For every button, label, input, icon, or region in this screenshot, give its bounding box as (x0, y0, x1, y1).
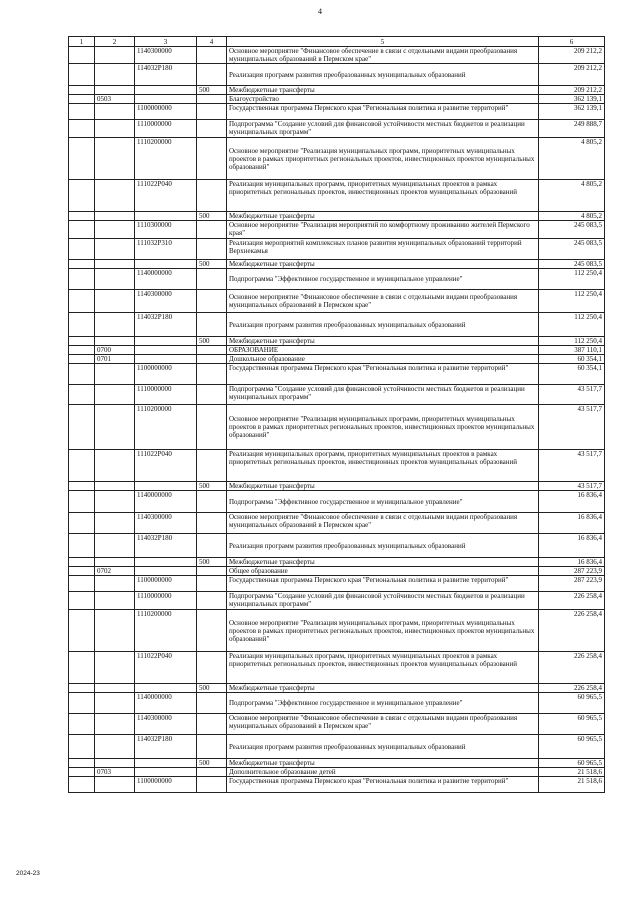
subsection-code-cell (95, 592, 135, 610)
table-row (69, 221, 605, 239)
target-article-code-cell: 111022Р040 (135, 180, 197, 212)
description-cell: Подпрограмма "Создание условий для финансовой устойчивости местных бюджетов и реализации муниципальных программ" (227, 120, 539, 138)
description-cell: Основное мероприятие "Реализация мероприятий по комфортному проживанию жителей Пермского края" (227, 221, 539, 239)
table-row (69, 104, 605, 120)
amount-cell: 209 212,2 (539, 86, 605, 95)
section-code-cell (69, 482, 95, 491)
target-article-code-cell (135, 355, 197, 364)
section-code-cell (69, 64, 95, 86)
description-cell: Основное мероприятие "Реализация муниципальных программ, приоритетных муниципальных проектов в рамках приоритетных региональных проектов, инвестиционных проектов муниципальных образований" (227, 610, 539, 652)
target-article-code-cell: 114032Р180 (135, 534, 197, 558)
expense-type-code-cell (197, 450, 227, 482)
section-code-cell (69, 735, 95, 759)
amount-cell: 245 083,5 (539, 221, 605, 239)
expense-type-code-cell (197, 221, 227, 239)
amount-cell: 209 212,2 (539, 64, 605, 86)
subsection-code-cell (95, 450, 135, 482)
section-code-cell (69, 693, 95, 714)
description-cell: Реализация программ развития преобразованных муниципальных образований (227, 64, 539, 86)
target-article-code-cell: 1110000000 (135, 592, 197, 610)
target-article-code-cell: 1100000000 (135, 364, 197, 385)
header-cell: 1 (69, 37, 95, 47)
expense-type-code-cell (197, 313, 227, 337)
table-row (69, 64, 605, 86)
target-article-code-cell (135, 337, 197, 346)
target-article-code-cell: 111032Р310 (135, 239, 197, 260)
target-article-code-cell (135, 212, 197, 221)
amount-cell: 16 836,4 (539, 558, 605, 567)
subsection-code-cell (95, 534, 135, 558)
description-cell: Межбюджетные трансферты (227, 684, 539, 693)
amount-cell: 287 223,9 (539, 576, 605, 592)
description-cell: Подпрограмма "Создание условий для финансовой устойчивости местных бюджетов и реализации муниципальных программ" (227, 385, 539, 405)
amount-cell: 362 139,1 (539, 104, 605, 120)
header-cell: 2 (95, 37, 135, 47)
expense-type-code-cell: 500 (197, 212, 227, 221)
target-article-code-cell: 1140300000 (135, 714, 197, 735)
section-code-cell (69, 405, 95, 450)
table-row (69, 355, 605, 364)
description-cell: Государственная программа Пермского края "Региональная политика и развитие территорий" (227, 576, 539, 592)
table-row (69, 180, 605, 212)
table-row (69, 759, 605, 768)
target-article-code-cell: 114032Р180 (135, 735, 197, 759)
table-row (69, 592, 605, 610)
section-code-cell (69, 610, 95, 652)
target-article-code-cell: 1140300000 (135, 290, 197, 313)
section-code-cell (69, 385, 95, 405)
table-row (69, 567, 605, 576)
amount-cell: 16 836,4 (539, 513, 605, 534)
section-code-cell (69, 364, 95, 385)
amount-cell: 249 888,7 (539, 120, 605, 138)
section-code-cell (69, 491, 95, 513)
table-row (69, 534, 605, 558)
expense-type-code-cell (197, 364, 227, 385)
expense-type-code-cell (197, 120, 227, 138)
section-code-cell (69, 576, 95, 592)
description-cell: Реализация муниципальных программ, приоритетных муниципальных проектов в рамках приоритетных региональных проектов, инвестиционных проектов муниципальных образований (227, 180, 539, 212)
expense-type-code-cell (197, 385, 227, 405)
expense-type-code-cell: 500 (197, 260, 227, 269)
amount-cell: 4 805,2 (539, 212, 605, 221)
subsection-code-cell (95, 104, 135, 120)
document-code: 2024-23 (16, 870, 40, 877)
table-row (69, 405, 605, 450)
amount-cell: 60 965,5 (539, 759, 605, 768)
target-article-code-cell: 114032Р180 (135, 64, 197, 86)
description-cell: Реализация программ развития преобразованных муниципальных образований (227, 735, 539, 759)
subsection-code-cell: 0700 (95, 346, 135, 355)
table-row (69, 768, 605, 777)
section-code-cell (69, 212, 95, 221)
amount-cell: 21 518,6 (539, 768, 605, 777)
target-article-code-cell (135, 768, 197, 777)
table-row (69, 652, 605, 684)
target-article-code-cell: 1140300000 (135, 47, 197, 64)
description-cell: Межбюджетные трансферты (227, 482, 539, 491)
amount-cell: 112 250,4 (539, 269, 605, 290)
section-code-cell (69, 239, 95, 260)
amount-cell: 226 258,4 (539, 610, 605, 652)
table-row (69, 138, 605, 180)
expense-type-code-cell: 500 (197, 86, 227, 95)
table-row (69, 212, 605, 221)
amount-cell: 245 083,5 (539, 239, 605, 260)
expense-type-code-cell (197, 513, 227, 534)
table-row (69, 513, 605, 534)
expense-type-code-cell (197, 239, 227, 260)
amount-cell: 60 965,5 (539, 693, 605, 714)
table-row (69, 558, 605, 567)
target-article-code-cell: 1100000000 (135, 104, 197, 120)
target-article-code-cell: 1110300000 (135, 221, 197, 239)
expense-type-code-cell: 500 (197, 482, 227, 491)
amount-cell: 43 517,7 (539, 482, 605, 491)
description-cell: Основное мероприятие "Финансовое обеспечение в связи с отдельными видами преобразования муниципальных образований в Пермском крае" (227, 513, 539, 534)
description-cell: ОБРАЗОВАНИЕ (227, 346, 539, 355)
subsection-code-cell (95, 86, 135, 95)
target-article-code-cell (135, 86, 197, 95)
description-cell: Межбюджетные трансферты (227, 212, 539, 221)
table-row (69, 714, 605, 735)
description-cell: Реализация муниципальных программ, приоритетных муниципальных проектов в рамках приоритетных региональных проектов, инвестиционных проектов муниципальных образований (227, 450, 539, 482)
amount-cell: 226 258,4 (539, 652, 605, 684)
description-cell: Реализация программ развития преобразованных муниципальных образований (227, 313, 539, 337)
section-code-cell (69, 684, 95, 693)
expense-type-code-cell (197, 104, 227, 120)
description-cell: Подпрограмма "Эффективное государственное и муниципальное управление" (227, 693, 539, 714)
expense-type-code-cell (197, 652, 227, 684)
expense-type-code-cell (197, 95, 227, 104)
header-cell: 6 (539, 37, 605, 47)
amount-cell: 60 965,5 (539, 714, 605, 735)
description-cell: Подпрограмма "Создание условий для финансовой устойчивости местных бюджетов и реализации муниципальных программ" (227, 592, 539, 610)
amount-cell: 362 139,1 (539, 95, 605, 104)
target-article-code-cell: 1110200000 (135, 405, 197, 450)
description-cell: Подпрограмма "Эффективное государственное и муниципальное управление" (227, 269, 539, 290)
description-cell: Дошкольное образование (227, 355, 539, 364)
table-row (69, 47, 605, 64)
target-article-code-cell: 1110200000 (135, 138, 197, 180)
subsection-code-cell (95, 269, 135, 290)
table-row (69, 610, 605, 652)
description-cell: Государственная программа Пермского края "Региональная политика и развитие территорий" (227, 104, 539, 120)
subsection-code-cell (95, 64, 135, 86)
description-cell: Реализация программ развития преобразованных муниципальных образований (227, 534, 539, 558)
expense-type-code-cell (197, 290, 227, 313)
expense-type-code-cell (197, 138, 227, 180)
target-article-code-cell: 1110200000 (135, 610, 197, 652)
section-code-cell (69, 269, 95, 290)
section-code-cell (69, 513, 95, 534)
description-cell: Межбюджетные трансферты (227, 260, 539, 269)
expense-type-code-cell (197, 491, 227, 513)
expense-type-code-cell (197, 777, 227, 793)
section-code-cell (69, 104, 95, 120)
section-code-cell (69, 567, 95, 576)
target-article-code-cell (135, 684, 197, 693)
amount-cell: 226 258,4 (539, 684, 605, 693)
expense-type-code-cell (197, 64, 227, 86)
amount-cell: 16 836,4 (539, 534, 605, 558)
amount-cell: 60 965,5 (539, 735, 605, 759)
subsection-code-cell (95, 221, 135, 239)
expense-type-code-cell (197, 405, 227, 450)
table-row (69, 491, 605, 513)
target-article-code-cell: 1110000000 (135, 385, 197, 405)
description-cell: Основное мероприятие "Реализация муниципальных программ, приоритетных муниципальных проектов в рамках приоритетных региональных проектов, инвестиционных проектов муниципальных образований" (227, 138, 539, 180)
expense-type-code-cell (197, 592, 227, 610)
subsection-code-cell (95, 239, 135, 260)
subsection-code-cell (95, 491, 135, 513)
amount-cell: 4 805,2 (539, 180, 605, 212)
subsection-code-cell (95, 777, 135, 793)
subsection-code-cell: 0703 (95, 768, 135, 777)
amount-cell: 43 517,7 (539, 405, 605, 450)
section-code-cell (69, 355, 95, 364)
amount-cell: 16 836,4 (539, 491, 605, 513)
table-row (69, 777, 605, 793)
amount-cell: 4 805,2 (539, 138, 605, 180)
description-cell: Основное мероприятие "Финансовое обеспечение в связи с отдельными видами преобразования муниципальных образований в Пермском крае" (227, 47, 539, 64)
target-article-code-cell: 1140000000 (135, 269, 197, 290)
description-cell: Межбюджетные трансферты (227, 759, 539, 768)
target-article-code-cell: 1100000000 (135, 576, 197, 592)
expense-type-code-cell: 500 (197, 684, 227, 693)
section-code-cell (69, 290, 95, 313)
description-cell: Дополнительное образование детей (227, 768, 539, 777)
subsection-code-cell (95, 313, 135, 337)
section-code-cell (69, 337, 95, 346)
subsection-code-cell: 0503 (95, 95, 135, 104)
subsection-code-cell (95, 684, 135, 693)
subsection-code-cell (95, 513, 135, 534)
section-code-cell (69, 260, 95, 269)
table-row (69, 385, 605, 405)
table-row (69, 346, 605, 355)
amount-cell: 112 250,4 (539, 337, 605, 346)
subsection-code-cell (95, 735, 135, 759)
subsection-code-cell (95, 558, 135, 567)
section-code-cell (69, 450, 95, 482)
amount-cell: 245 083,5 (539, 260, 605, 269)
subsection-code-cell (95, 610, 135, 652)
amount-cell: 387 110,1 (539, 346, 605, 355)
target-article-code-cell: 1140300000 (135, 513, 197, 534)
subsection-code-cell (95, 652, 135, 684)
subsection-code-cell (95, 290, 135, 313)
subsection-code-cell (95, 714, 135, 735)
amount-cell: 209 212,2 (539, 47, 605, 64)
subsection-code-cell (95, 120, 135, 138)
table-row (69, 95, 605, 104)
table-row (69, 450, 605, 482)
section-code-cell (69, 47, 95, 64)
section-code-cell (69, 652, 95, 684)
amount-cell: 21 518,6 (539, 777, 605, 793)
table-row (69, 120, 605, 138)
subsection-code-cell (95, 405, 135, 450)
section-code-cell (69, 180, 95, 212)
description-cell: Реализация мероприятий комплексных планов развития муниципальных образований территорий Верхнекамья (227, 239, 539, 260)
expense-type-code-cell (197, 355, 227, 364)
expense-type-code-cell (197, 735, 227, 759)
subsection-code-cell (95, 576, 135, 592)
expense-type-code-cell: 500 (197, 337, 227, 346)
table-row (69, 364, 605, 385)
subsection-code-cell (95, 385, 135, 405)
description-cell: Межбюджетные трансферты (227, 337, 539, 346)
amount-cell: 226 258,4 (539, 592, 605, 610)
section-code-cell (69, 558, 95, 567)
subsection-code-cell: 0702 (95, 567, 135, 576)
target-article-code-cell (135, 260, 197, 269)
description-cell: Межбюджетные трансферты (227, 558, 539, 567)
table-row (69, 290, 605, 313)
description-cell: Подпрограмма "Эффективное государственное и муниципальное управление" (227, 491, 539, 513)
section-code-cell (69, 768, 95, 777)
table-row (69, 86, 605, 95)
subsection-code-cell (95, 260, 135, 269)
table-row (69, 735, 605, 759)
page-number: 4 (318, 7, 322, 16)
section-code-cell (69, 120, 95, 138)
target-article-code-cell: 1140000000 (135, 491, 197, 513)
section-code-cell (69, 346, 95, 355)
expense-type-code-cell (197, 768, 227, 777)
description-cell: Межбюджетные трансферты (227, 86, 539, 95)
header-cell: 5 (227, 37, 539, 47)
expense-type-code-cell (197, 346, 227, 355)
expense-type-code-cell (197, 180, 227, 212)
description-cell: Государственная программа Пермского края "Региональная политика и развитие территорий" (227, 364, 539, 385)
target-article-code-cell (135, 482, 197, 491)
table-header-row (69, 37, 605, 47)
description-cell: Основное мероприятие "Реализация муниципальных программ, приоритетных муниципальных проектов в рамках приоритетных региональных проектов, инвестиционных проектов муниципальных образований" (227, 405, 539, 450)
expense-type-code-cell (197, 576, 227, 592)
expense-type-code-cell (197, 47, 227, 64)
description-cell: Общее образование (227, 567, 539, 576)
target-article-code-cell (135, 558, 197, 567)
subsection-code-cell (95, 212, 135, 221)
expense-type-code-cell (197, 534, 227, 558)
section-code-cell (69, 714, 95, 735)
description-cell: Государственная программа Пермского края "Региональная политика и развитие территорий" (227, 777, 539, 793)
amount-cell: 60 354,1 (539, 355, 605, 364)
subsection-code-cell (95, 337, 135, 346)
table-row (69, 239, 605, 260)
expense-type-code-cell (197, 610, 227, 652)
amount-cell: 43 517,7 (539, 450, 605, 482)
amount-cell: 60 354,1 (539, 364, 605, 385)
section-code-cell (69, 138, 95, 180)
table-row (69, 693, 605, 714)
header-cell: 4 (197, 37, 227, 47)
subsection-code-cell: 0701 (95, 355, 135, 364)
target-article-code-cell (135, 95, 197, 104)
expense-type-code-cell: 500 (197, 558, 227, 567)
section-code-cell (69, 86, 95, 95)
amount-cell: 112 250,4 (539, 290, 605, 313)
subsection-code-cell (95, 47, 135, 64)
expense-type-code-cell: 500 (197, 759, 227, 768)
subsection-code-cell (95, 138, 135, 180)
section-code-cell (69, 221, 95, 239)
section-code-cell (69, 759, 95, 768)
target-article-code-cell: 1140000000 (135, 693, 197, 714)
description-cell: Благоустройство (227, 95, 539, 104)
target-article-code-cell (135, 346, 197, 355)
target-article-code-cell: 1110000000 (135, 120, 197, 138)
target-article-code-cell: 111022Р040 (135, 450, 197, 482)
amount-cell: 287 223,9 (539, 567, 605, 576)
section-code-cell (69, 95, 95, 104)
budget-table (68, 36, 605, 793)
section-code-cell (69, 592, 95, 610)
description-cell: Основное мероприятие "Финансовое обеспечение в связи с отдельными видами преобразования муниципальных образований в Пермском крае" (227, 290, 539, 313)
expense-type-code-cell (197, 269, 227, 290)
table-row (69, 576, 605, 592)
description-cell: Основное мероприятие "Финансовое обеспечение в связи с отдельными видами преобразования муниципальных образований в Пермском крае" (227, 714, 539, 735)
target-article-code-cell (135, 567, 197, 576)
target-article-code-cell: 114032Р180 (135, 313, 197, 337)
target-article-code-cell: 111022Р040 (135, 652, 197, 684)
table-row (69, 260, 605, 269)
section-code-cell (69, 534, 95, 558)
amount-cell: 43 517,7 (539, 385, 605, 405)
target-article-code-cell: 1100000000 (135, 777, 197, 793)
amount-cell: 112 250,4 (539, 313, 605, 337)
expense-type-code-cell (197, 567, 227, 576)
target-article-code-cell (135, 759, 197, 768)
subsection-code-cell (95, 364, 135, 385)
expense-type-code-cell (197, 714, 227, 735)
description-cell: Реализация муниципальных программ, приоритетных муниципальных проектов в рамках приоритетных региональных проектов, инвестиционных проектов муниципальных образований (227, 652, 539, 684)
subsection-code-cell (95, 693, 135, 714)
table-row (69, 684, 605, 693)
header-cell: 3 (135, 37, 197, 47)
table-row (69, 313, 605, 337)
table-row (69, 269, 605, 290)
table-row (69, 482, 605, 491)
subsection-code-cell (95, 759, 135, 768)
table-row (69, 337, 605, 346)
expense-type-code-cell (197, 693, 227, 714)
section-code-cell (69, 777, 95, 793)
section-code-cell (69, 313, 95, 337)
subsection-code-cell (95, 180, 135, 212)
subsection-code-cell (95, 482, 135, 491)
